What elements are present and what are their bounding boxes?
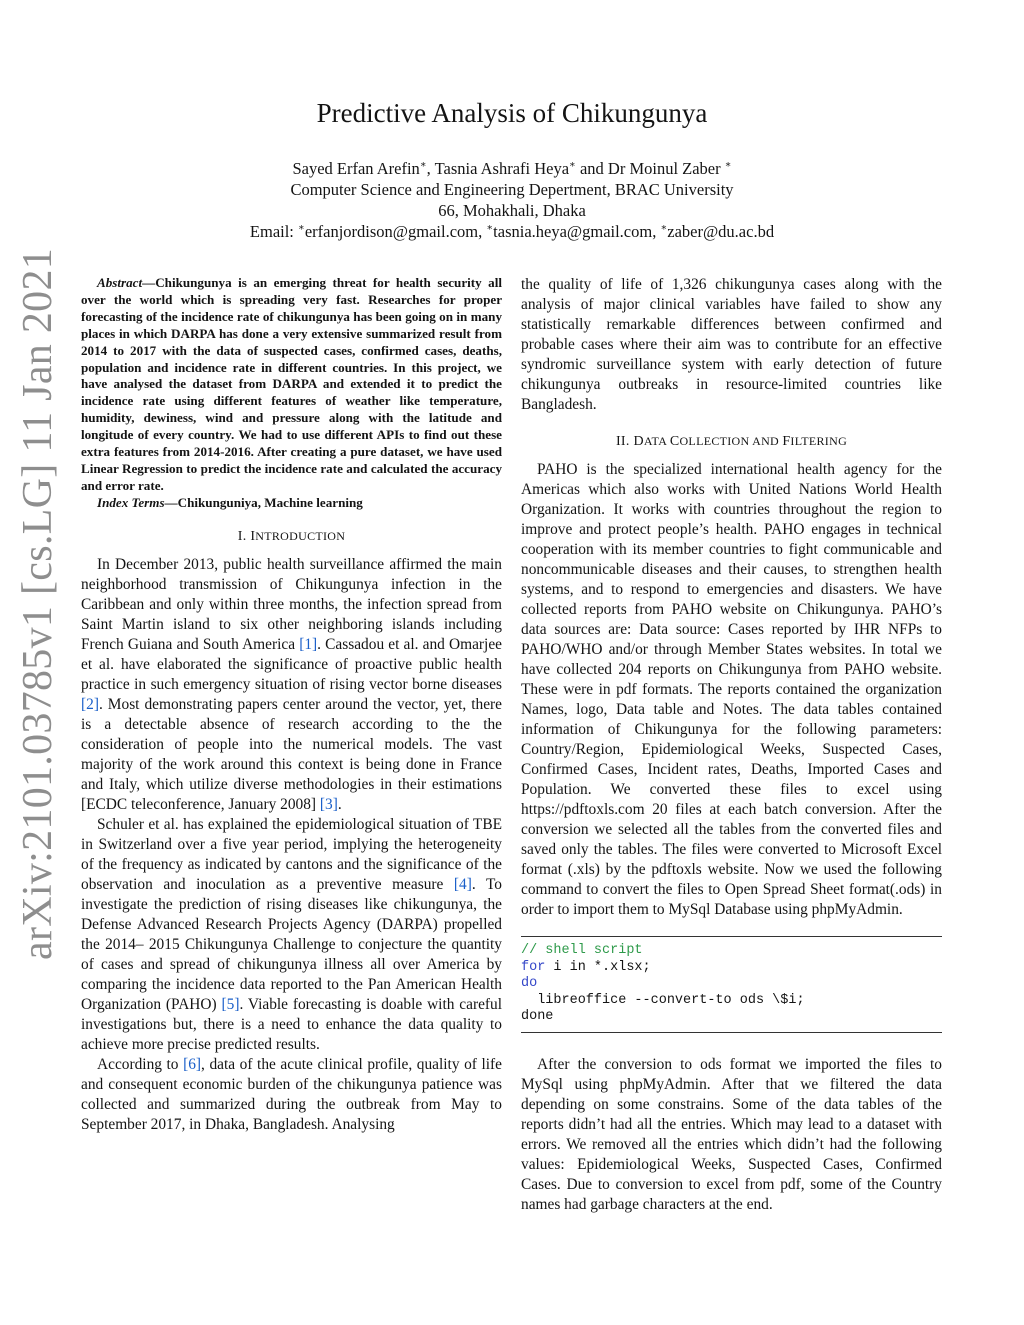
code-line: do	[521, 976, 538, 991]
email-line	[0, 221, 1024, 242]
citation-link[interactable]: [1]	[299, 635, 318, 653]
citation-link[interactable]: [6]	[183, 1055, 202, 1073]
author-mark: ∗	[419, 159, 427, 171]
section-number: I.	[237, 528, 251, 544]
arxiv-sidebar-stamp: arXiv:2101.03785v1 [cs.LG] 11 Jan 2021	[15, 247, 61, 960]
author-name: Dr Moinul Zaber	[607, 159, 721, 178]
index-terms-text: Chikunguniya, Machine learning	[177, 494, 363, 510]
separator: ,	[478, 222, 487, 241]
code-line: libreoffice --convert-to ods \$i;	[521, 992, 805, 1008]
code-listing	[521, 936, 942, 1033]
dash: —	[142, 275, 156, 290]
paragraph: the quality of life of 1,326 chikungunya cases along with the analysis of major clinical variables have failed to show any statistically remarkable differences between confirmed and probable cases where their aim was to contribute for an effective syndromic surveillance system with early detection of future chikungunya outbreaks in resource-limited countries like Bangladesh.	[521, 276, 942, 413]
author-mark: ∗	[569, 159, 576, 171]
citation-link[interactable]: [4]	[453, 875, 472, 893]
paragraph: After the conversion to ods format we imported the files to MySql using phpMyAdmin. After that we filtered the data depending on some constrains. Some of the data tables of the reports didn’t had all the entries. Which may lead to a dataset with errors. We removed all the entries which didn’t had the following values: Epidemiological Weeks, Suspected Cases, Confirmed Cases. Due to conversion to excel from pdf, some of the Country names had garbage characters at the end.	[521, 1055, 942, 1213]
affiliation-address: 66, Mohakhali, Dhaka	[438, 201, 586, 220]
dash: —	[164, 494, 178, 510]
paper-title: Predictive Analysis of Chikungunya	[316, 98, 708, 128]
abstract-text: Chikungunya is an emerging threat for health security all over the world which is spreading very fast. Researches for proper forecasting of the incidence rate of chikungunya has been going on in many places in which DARPA has done a very extensive summarized result from 2014 to 2017 with the data of suspected cases, confirmed cases, deaths, population and incidence rate in different countries. In this project, we have analysed the dataset from DARPA and extended it to predict the incidence rate using different features of weather like temperature, humidity, dewiness, wind and pressure along with the latitude and longitude of every country. We had to use different APIs to find out these extra features from 2014-2016. After creating a pure dataset, we have used Linear Regression to predict the incidence rate and calculated the accuracy and error rate.	[81, 275, 502, 493]
paragraph: Schuler et al. has explained the epidemiological situation of TBE in Switzerland over a five year period, implying the heterogeneity of the frequency as indicated by cantons and the significance of the observation and inoculation as a preventive measure [4]. To investigate the prediction of rising diseases like chikungunya, the Defense Advanced Research Projects Agency (DARPA) propelled the 2014– 2015 Chikungunya Challenge to conjecture the quantity of cases and spread of chikungunya illness all over America by comparing the incidence data reported to the Pan American Health Organization (PAHO) [5]. Viable forecasting is doable with careful investigations but, there is a need to enhance the data quality to achieve more precise predicted results.	[81, 815, 502, 1053]
code-comment: // shell script	[521, 943, 643, 958]
author-mark: ∗	[660, 222, 668, 234]
separator: ,	[652, 222, 661, 241]
email-address: zaber@du.ac.bd	[667, 222, 775, 241]
code-line: done	[521, 1009, 554, 1024]
section-heading-text: I	[250, 528, 256, 544]
left-column	[81, 275, 502, 1135]
section-heading-data-collection: II. DATA COLLECTION AND FILTERING	[615, 434, 848, 449]
author-mark: ∗	[298, 222, 305, 234]
email-address: erfanjordison@gmail.com	[304, 222, 479, 241]
email-address: tasnia.heya@gmail.com	[493, 222, 653, 241]
author-line	[0, 158, 1024, 179]
section-heading-text: NTRODUCTION	[255, 528, 346, 543]
index-terms	[81, 495, 502, 512]
author-block	[0, 158, 1024, 242]
index-terms-label: Index Terms	[97, 494, 165, 510]
citation-link[interactable]: [5]	[221, 995, 240, 1013]
paragraph: In December 2013, public health surveillance affirmed the main neighborhood transmission of Chikungunya infection in the Caribbean and only within three months, the infection spread from Saint Martin island to six other neighboring islands including French Guiana and South America [1]. Cassadou et al. and Omarjee et al. have elaborated the significance of proactive public health practice in such emergency situation of rising vector borne diseases [2]. Most demonstrating papers center around the vector, yet, there is a detectable absence of research according to the the consideration of people into the numerical models. The vast majority of the work around this context is being done in France and Italy, which utilize diverse methodologies in their estimations [ECDC teleconference, January 2008] [3].	[81, 555, 502, 813]
paragraph: According to [6], data of the acute clinical profile, quality of life and consequent economic burden of the chikungunya patience was collected and summarized during the outbreak from May to September 2017, in Dhaka, Bangladesh. Analysing	[81, 1055, 502, 1133]
separator: and	[575, 159, 608, 178]
citation-link[interactable]: [3]	[319, 795, 338, 813]
abstract-label: Abstract	[97, 275, 143, 290]
separator: ,	[426, 159, 435, 178]
email-label: Email:	[249, 222, 299, 241]
code-line: for i in *.xlsx;	[521, 959, 651, 975]
author-mark: ∗	[724, 159, 732, 171]
paragraph: PAHO is the specialized international health agency for the Americas which also works with United Nations World Health Organization. It works with countries throughout the region to improve and protect people’s health. PAHO engages in technical cooperation with its member countries to fight communicable and noncommunicable diseases and their causes, to strengthen health systems, and to respond to emergencies and disasters. We have collected reports from PAHO website on Chikungunya. PAHO’s data sources are: Data source: Cases reported by IHR NFPs to PAHO/WHO and/or through Member States websites. In total we have collected 204 reports on Chikungunya from PAHO website. These were in pdf formats. The reports contained the organization Names, logo, Data table and Notes. The data tables contained information of Chikungunya for the following parameters: Country/Region, Epidemiological Weeks, Suspected Cases, Confirmed Cases, Incident rates, Deaths, Imported Cases and Population. We converted these files to excel using https://pdftoxls.com 20 files at each batch conversion. After the conversion we selected all the tables from the converted files and saved only the tables. The files were converted to Microsoft Excel format (.xls) by the pdftoxls website. Now we used the following command to convert the files to Open Spread Sheet format(.ods) in order to import them to MySql Database using phpMyAdmin.	[521, 461, 942, 918]
citation-link[interactable]: [2]	[81, 695, 99, 713]
affiliation-dept: Computer Science and Engineering Depertment, BRAC University	[290, 180, 734, 199]
right-column	[521, 275, 942, 1215]
author-name: Tasnia Ashrafi Heya	[434, 159, 570, 178]
section-heading-introduction	[81, 526, 502, 547]
abstract	[81, 275, 502, 495]
author-mark: ∗	[486, 222, 494, 234]
author-name: Sayed Erfan Arefin	[292, 159, 420, 178]
